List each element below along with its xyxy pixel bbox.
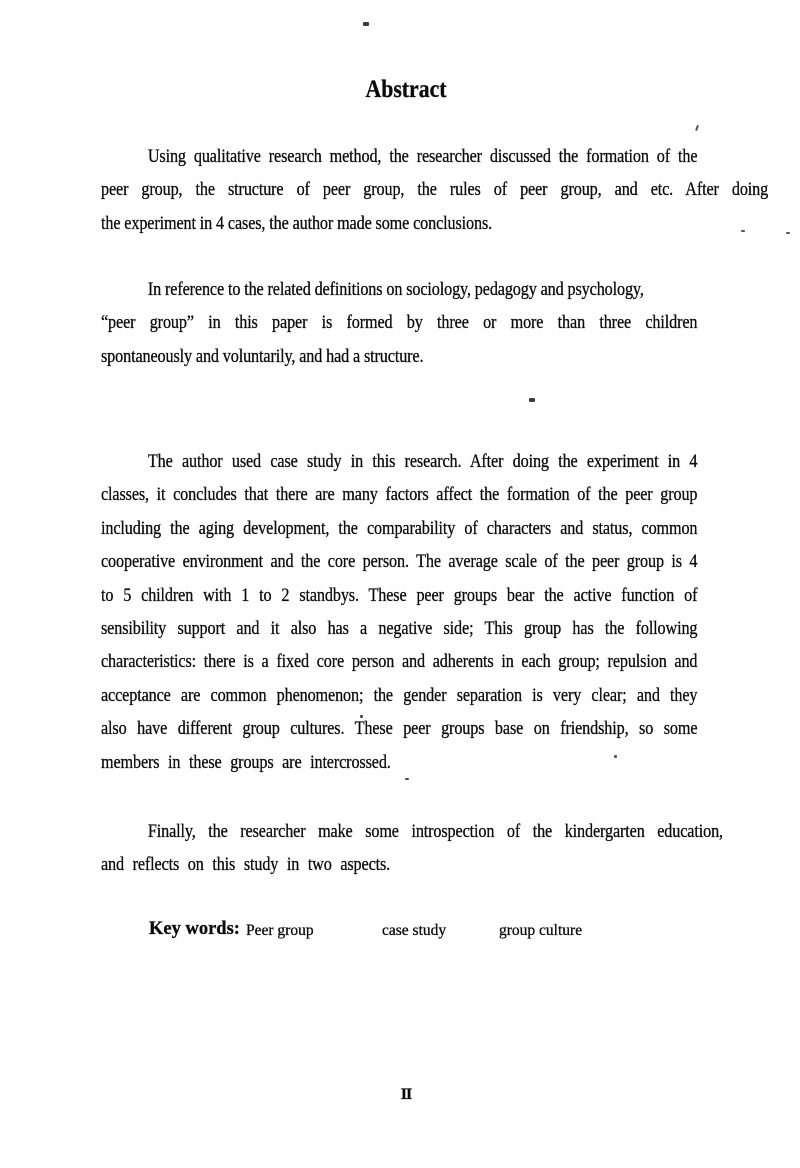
- text-line: including the aging development, the comparability of characters and status, common: [101, 517, 698, 539]
- scan-artifact: [529, 398, 535, 402]
- keyword-item: case study: [382, 922, 447, 939]
- text-line: In reference to the related definitions on sociology, pedagogy and psychology,: [147, 279, 644, 300]
- text-line: “peer group” in this paper is formed by three or more than three children: [101, 312, 698, 334]
- keywords-label: Key words:: [149, 919, 240, 939]
- abstract-paragraph-3: [101, 445, 800, 779]
- keyword-item: group culture: [499, 922, 583, 939]
- abstract-paragraph-1: [101, 140, 800, 240]
- text-line: Using qualitative research method, the researcher discussed the formation of the: [147, 146, 698, 167]
- scan-artifact: [741, 230, 745, 232]
- text-line: The author used case study in this research. After doing the experiment in 4: [147, 451, 698, 472]
- scan-artifact: [405, 778, 409, 780]
- text-line: and reflects on this study in two aspects.: [101, 854, 391, 876]
- text-line: also have different group cultures. These peer groups base on friendship, so some: [101, 718, 698, 740]
- text-line: cooperative environment and the core person. The average scale of the peer group is 4: [101, 551, 698, 573]
- scan-artifact: [695, 125, 699, 131]
- text-line: classes, it concludes that there are many factors affect the formation of the peer group: [101, 484, 698, 506]
- text-line: the experiment in 4 cases, the author made some conclusions.: [101, 212, 493, 234]
- scan-artifact: [363, 22, 369, 26]
- abstract-paragraph-4: [101, 815, 800, 882]
- scan-artifact: [360, 715, 363, 718]
- text-line: acceptance are common phenomenon; the gender separation is very clear; and they: [101, 684, 698, 706]
- text-line: peer group, the structure of peer group, the rules of peer group, and etc. After doing: [101, 179, 769, 201]
- page-number: II: [400, 1086, 412, 1103]
- keyword-item: Peer group: [246, 922, 314, 939]
- text-line: spontaneously and voluntarily, and had a structure.: [101, 345, 424, 367]
- text-line: to 5 children with 1 to 2 standbys. These peer groups bear the active function of: [101, 584, 698, 606]
- scan-artifact: [786, 232, 790, 234]
- text-line: members in these groups are intercrossed.: [101, 751, 391, 773]
- scan-artifact: [614, 755, 617, 758]
- abstract-paragraph-2: [101, 273, 800, 373]
- text-line: characteristics: there is a fixed core person and adherents in each group; repulsion and: [101, 651, 698, 673]
- text-line: sensibility support and it also has a negative side; This group has the following: [101, 618, 698, 640]
- page-title: Abstract: [365, 76, 447, 103]
- text-line: Finally, the researcher make some introspection of the kindergarten education,: [147, 821, 723, 842]
